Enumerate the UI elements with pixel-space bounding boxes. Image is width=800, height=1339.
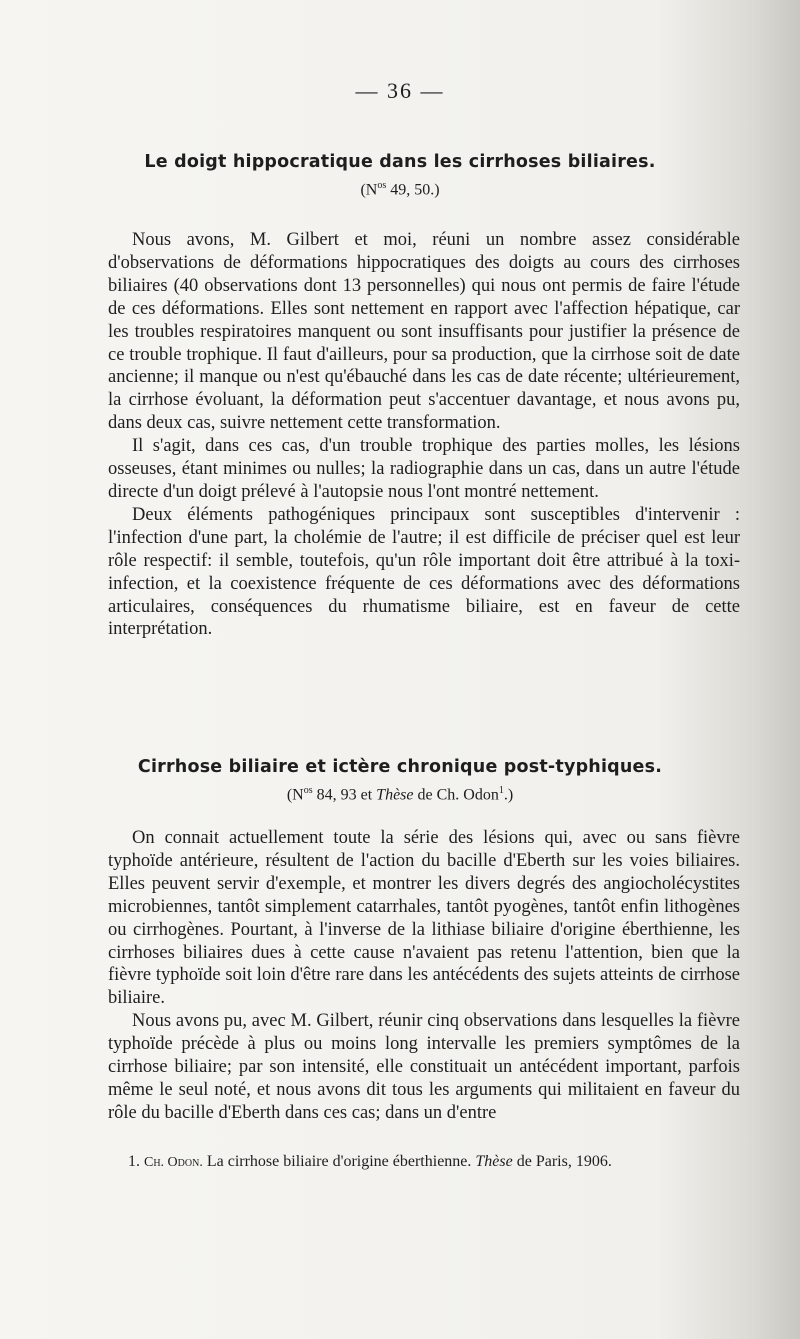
ref-rest: 49, 50.) bbox=[386, 181, 440, 199]
paragraph: Nous avons pu, avec M. Gilbert, réunir cinq observations dans lesquelles la fièvre typhoïde précède à plus ou moins long intervalle les premiers symptômes de la cirrhose biliaire; par son intensité, elle constituait un antécédent important, parfois même le seul noté, et nous avons dit tous les arguments qui militaient en faveur du rôle du bacille d'Eberth dans ces cas; dans un d'entre bbox=[108, 1011, 740, 1123]
section-1-body bbox=[108, 229, 740, 641]
footnote-number: 1. bbox=[128, 1153, 140, 1170]
footnote-tail: de Paris, 1906. bbox=[512, 1153, 612, 1170]
ref-prefix: (N bbox=[360, 181, 378, 199]
paragraph: Deux éléments pathogéniques principaux sont susceptibles d'intervenir : l'infection d'une part, la cholémie de l'autre; il est difficile de préciser quel est leur rôle respectif: il semble, toutefois, qu'un rôle important doit être attribué à la toxi-infection, et la coexistence fréquente de ces déformations avec des déformations articulaires, conséquences du rhumatisme biliaire, est en faveur de cette interprétation. bbox=[108, 504, 740, 640]
paragraph: Il s'agit, dans ces cas, d'un trouble trophique des parties molles, les lésions osseuses, étant minimes ou nulles; la radiographie dans un cas, dans un autre l'étude directe d'un doigt prélevé à l'autopsie nous l'ont montré nettement. bbox=[108, 436, 740, 502]
ref-sup: os bbox=[377, 180, 387, 191]
footnote bbox=[128, 1153, 740, 1171]
page-number: — 36 — bbox=[355, 78, 445, 103]
ref-close: .) bbox=[503, 786, 514, 804]
ref-italic: Thèse bbox=[376, 786, 414, 804]
section-1-reference bbox=[0, 180, 800, 199]
footnote-text: La cirrhose biliaire d'origine éberthienne. bbox=[202, 1153, 476, 1170]
section-2-body bbox=[108, 827, 740, 1125]
ref-mid: 84, 93 et bbox=[312, 786, 377, 804]
paragraph: Nous avons, M. Gilbert et moi, réuni un nombre assez considérable d'observations de déformations hippocratiques des doigts au cours des cirrhoses biliaires (40 observations dont 13 personnelles) qui nous ont permis de faire l'étude de ces déformations. Elles sont nettement en rapport avec l'affection hépatique, car les troubles respiratoires manquent ou sont insuffisants pour justifier la présence de ce trouble trophique. Il faut d'ailleurs, pour sa production, que la cirrhose soit de date ancienne; il manque ou n'est qu'ébauché dans les cas de date récente; ultérieurement, la cirrhose évoluant, la déformation peut s'accentuer davantage, et nous avons pu, dans deux cas, suivre nettement cette transformation. bbox=[108, 230, 740, 434]
section-2-title: Cirrhose biliaire et ictère chronique post-typhiques. bbox=[137, 757, 663, 777]
ref-note-marker: 1 bbox=[498, 785, 504, 796]
ref-after: de Ch. Odon bbox=[413, 786, 499, 804]
ref-prefix: (N bbox=[286, 786, 304, 804]
section-1-title: Le doigt hippocratique dans les cirrhoses biliaires. bbox=[144, 152, 656, 172]
section-2-reference bbox=[0, 785, 800, 804]
ref-sup: os bbox=[303, 785, 313, 796]
footnote-author: Ch. Odon. bbox=[144, 1155, 203, 1170]
footnote-italic: Thèse bbox=[475, 1153, 513, 1170]
paragraph: On connait actuellement toute la série des lésions qui, avec ou sans fièvre typhoïde antérieure, résultent de l'action du bacille d'Eberth sur les voies biliaires. Elles peuvent servir d'exemple, et montrer les divers degrés des angiocholécystites microbiennes, tantôt simplement catarrhales, tantôt pyogènes, tantôt enfin lithogènes ou cirrhogènes. Pourtant, à l'inverse de la lithiase biliaire d'origine éberthienne, les cirrhoses biliaires dues à cette cause n'avaient pas retenu l'attention, bien que la fièvre typhoïde soit loin d'être rare dans les antécédents des sujets atteints de cirrhose biliaire. bbox=[108, 828, 740, 1009]
